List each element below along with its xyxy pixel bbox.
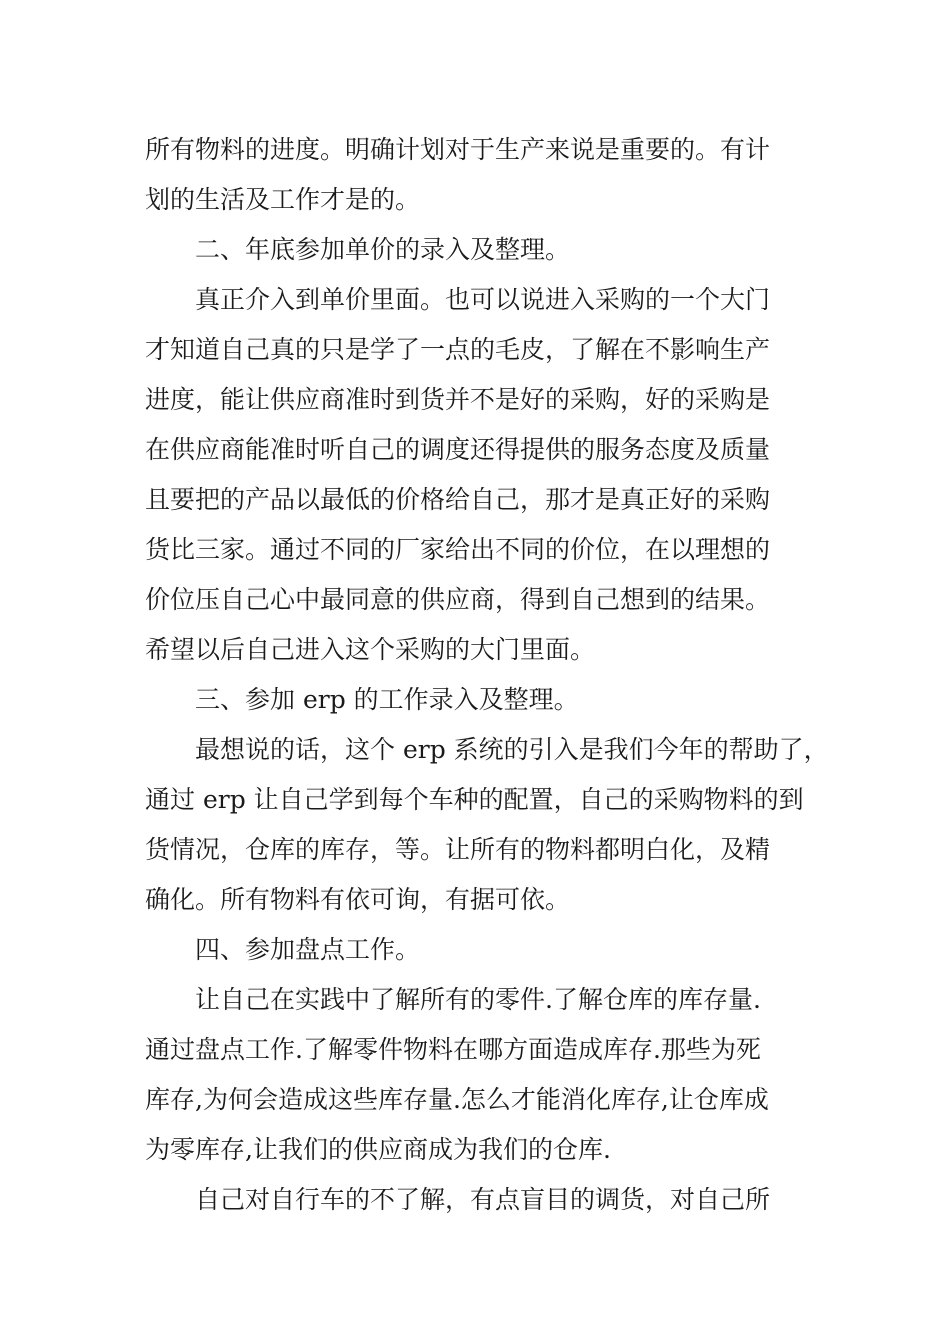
paragraph-line: 希望以后自己进入这个采购的大门里面。 [145, 635, 596, 664]
paragraph-line: 通过 erp 让自己学到每个车种的配置，自己的采购物料的到 [145, 785, 804, 814]
paragraph-line: 自己对自行车的不了解，有点盲目的调货，对自己所 [195, 1185, 771, 1214]
section-heading: 三、参加 erp 的工作录入及整理。 [195, 685, 579, 714]
paragraph-line: 且要把的产品以最低的价格给自己，那才是真正好的采购 [145, 485, 771, 514]
paragraph-line: 确化。所有物料有依可询，有据可依。 [145, 885, 571, 914]
paragraph-line: 价位压自己心中最同意的供应商，得到自己想到的结果。 [145, 585, 771, 614]
paragraph-line: 所有物料的进度。明确计划对于生产来说是重要的。有计 [145, 135, 771, 164]
paragraph-line: 库存,为何会造成这些库存量.怎么才能消化库存,让仓库成 [145, 1085, 769, 1114]
paragraph-line: 货情况，仓库的库存，等。让所有的物料都明白化，及精 [145, 835, 771, 864]
paragraph-line: 进度，能让供应商准时到货并不是好的采购，好的采购是 [145, 385, 771, 414]
paragraph-line: 在供应商能准时听自己的调度还得提供的服务态度及质量 [145, 435, 771, 464]
paragraph-line: 为零库存,让我们的供应商成为我们的仓库. [145, 1135, 611, 1164]
paragraph-line: 真正介入到单价里面。也可以说进入采购的一个大门 [195, 285, 771, 314]
paragraph-line: 货比三家。通过不同的厂家给出不同的价位，在以理想的 [145, 535, 771, 564]
section-heading: 四、参加盘点工作。 [195, 935, 421, 964]
paragraph-line: 让自己在实践中了解所有的零件.了解仓库的库存量. [195, 985, 761, 1014]
paragraph-line: 通过盘点工作.了解零件物料在哪方面造成库存.那些为死 [145, 1035, 761, 1064]
paragraph-line: 才知道自己真的只是学了一点的毛皮，了解在不影响生产 [145, 335, 771, 364]
section-heading: 二、年底参加单价的录入及整理。 [195, 235, 571, 264]
paragraph-line: 划的生活及工作才是的。 [145, 185, 421, 214]
paragraph-line: 最想说的话，这个 erp 系统的引入是我们今年的帮助了， [195, 735, 829, 764]
